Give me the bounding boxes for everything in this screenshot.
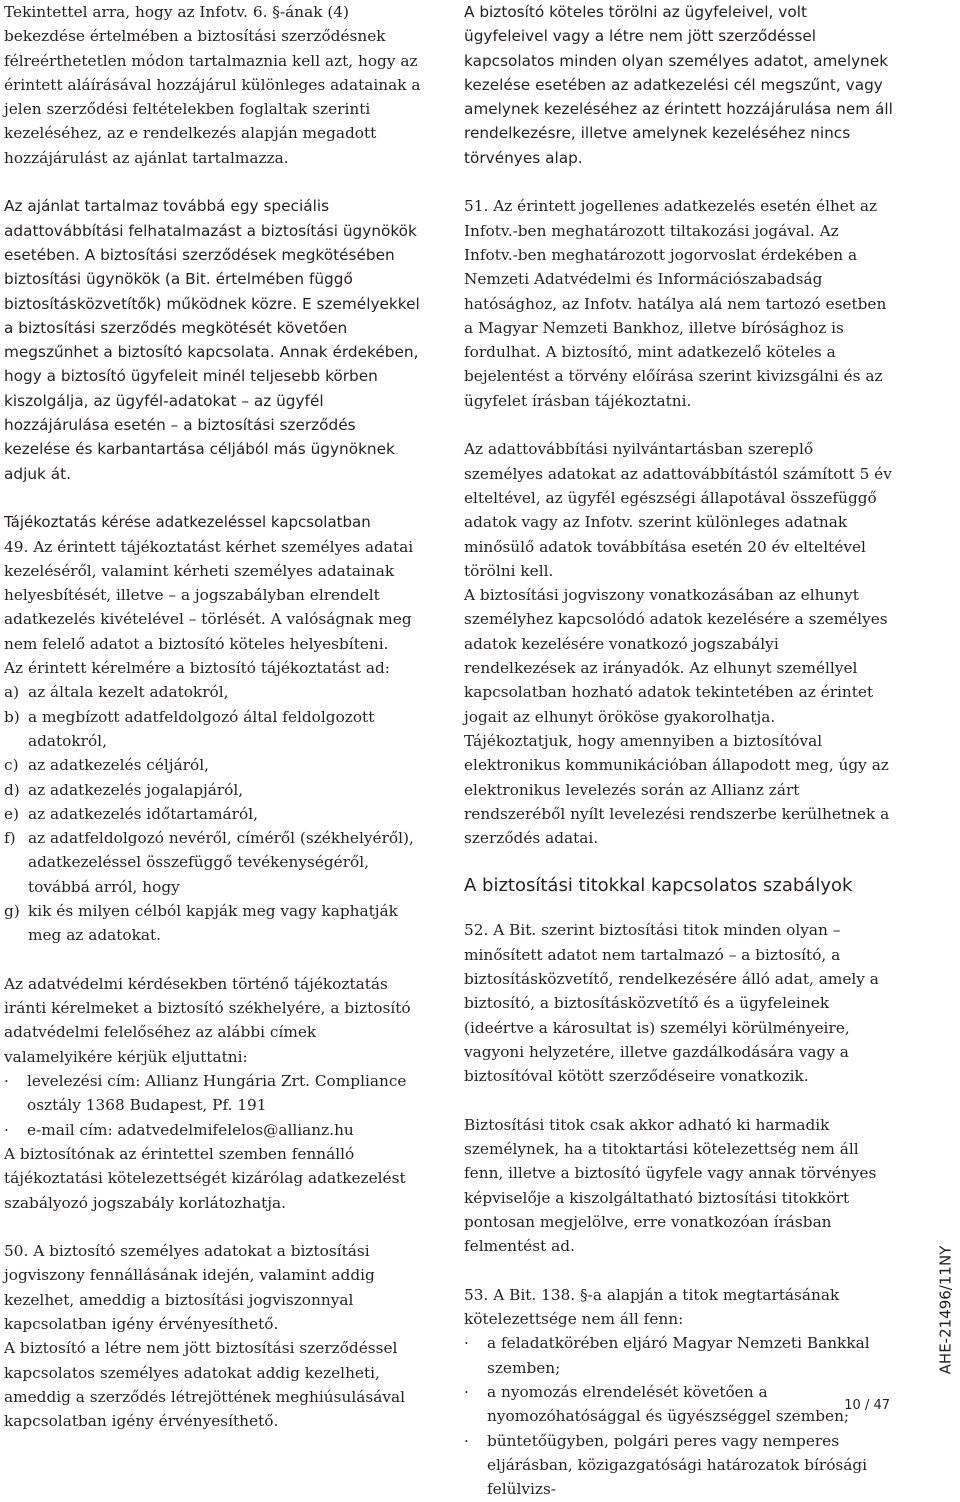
bullet-text: levelezési cím: Allianz Hungária Zrt. Compliance osztály 1368 Budapest, Pf. 191 [27, 1072, 407, 1115]
exception-list [464, 1331, 894, 1501]
paragraph: Biztosítási titok csak akkor adható ki harmadik személynek, ha a titoktartási kötelezettség nem áll fenn, illetve a biztosító ügyfele vagy annak törvényes képviselője a kiszolgáltatható biztosítási titokkört pontosan megjelölve, erre vonatkozóan írásban felmentést ad. [464, 1115, 877, 1256]
paragraph: Az érintett kérelmére a biztosító tájékoztatást ad: [4, 659, 390, 678]
list-text: az adatkezelés céljáról, [28, 756, 209, 775]
list-text: az adatfeldolgozó nevéről, címéről (székhelyéről), adatkezeléssel összefüggő tevékenységéről, továbbá arról, hogy [28, 829, 414, 896]
section-heading: Tájékoztatás kérése adatkezeléssel kapcsolatban [4, 513, 371, 532]
list-label: f) [4, 829, 16, 848]
bullet-item [4, 1069, 422, 1118]
request-list [4, 680, 422, 947]
address-list [4, 1069, 422, 1142]
section-heading: A biztosítási titokkal kapcsolatos szabályok [464, 875, 853, 897]
paragraph: 51. Az érintett jogellenes adatkezelés esetén élhet az Infotv.-ben meghatározott tiltakozási jogával. Az Infotv.-ben meghatározott jogorvoslat érdekében a Nemzeti Adatvédelmi és Információszabadság hatósághoz, az Infotv. hatálya alá nem tartozó esetben a Magyar Nemzeti Bankhoz, illetve bírósághoz is fordulhat. A biztosító, mint adatkezelő köteles a bejelentést a törvény előírása szerint kivizsgálni és az ügyfelet írásban tájékoztatni. [464, 197, 887, 410]
list-label: g) [4, 901, 20, 920]
list-text: az adatkezelés időtartamáról, [28, 804, 258, 823]
bullet-text: a nyomozás elrendelését követően a nyomozóhatósággal és ügyészséggel szemben; [487, 1383, 850, 1426]
right-column [464, 0, 894, 1502]
list-label: a) [4, 683, 20, 702]
paragraph: A biztosítási jogviszony vonatkozásában az elhunyt személyhez kapcsolódó adatok kezelésére a személyes adatok kezelésére vonatkozó jogszabályi rendelkezések az irányadók. Az elhunyt személlyel kapcsolatban hozható adatok tekintetében az érintet jogait az elhunyt örököse gyakorolhatja. [464, 586, 888, 726]
paragraph: Tekintettel arra, hogy az Infotv. 6. §-ának (4) bekezdése értelmében a biztosítási szerződésnek félreérthetetlen módon tartalmaznia kell azt, hogy az érintett aláírásával hozzájárul különleges adatainak a jelen szerződési feltételekben foglaltak szerinti kezeléséhez, az e rendelkezés alapján megadott hozzájárulást az ajánlat tartalmazza. [4, 3, 421, 167]
bullet-icon: · [464, 1334, 469, 1353]
paragraph: 49. Az érintett tájékoztatást kérhet személyes adatai kezeléséről, valamint kérheti személyes adatainak helyesbítését, illetve – a jogszabályban elrendelt adatkezelés kivételével – törlését. A valóságnak meg nem felelő adatot a biztosító köteles helyesbíteni. [4, 537, 414, 653]
bullet-item [4, 1118, 422, 1142]
list-item [4, 680, 422, 704]
paragraph: Az ajánlat tartalmaz továbbá egy speciális adattovábbítási felhatalmazást a biztosítási ügynökök esetében. A biztosítási szerződések megkötésében biztosítási ügynökök (a Bit. értelmében függő biztosításközvetítők) működnek közre. E személyekkel a biztosítási szerződés megkötését követően megszűnhet a biztosító kapcsolata. Annak érdekében, hogy a biztosító ügyfeleit minél teljesebb körben kiszolgálja, az ügyfél-adatokat – az ügyfél hozzájárulása esetén – a biztosítási szerződés kezelése és karbantartása céljából más ügynöknek adjuk át. [4, 197, 420, 483]
paragraph: A biztosító a létre nem jött biztosítási szerződéssel kapcsolatos személyes adatokat addig kezelheti, ameddig a szerződés létrejöttének meghiúsulásával kapcsolatban igény érvényesíthető. [4, 1339, 405, 1431]
list-label: c) [4, 756, 19, 775]
bullet-icon: · [464, 1383, 469, 1402]
bullet-item [464, 1429, 894, 1502]
list-label: b) [4, 707, 20, 726]
paragraph: Az adattovábbítási nyilvántartásban szereplő személyes adatokat az adattovábbítástól számított 5 év elteltével, az ügyfél egészségi állapotával összefüggő adatok vagy az Infotv. szerint különleges adatnak minősülő adatok továbbítása esetén 20 év elteltével törölni kell. [464, 440, 892, 580]
paragraph: Az adatvédelmi kérdésekben történő tájékoztatás iránti kérelmeket a biztosító székhelyére, a biztosító adatvédelmi felelőséhez az alábbi címek valamelyikére kérjük eljuttatni: [4, 974, 411, 1066]
bullet-item [464, 1331, 894, 1380]
list-text: kik és milyen célból kapják meg vagy kaphatják meg az adatokat. [28, 901, 398, 945]
paragraph: 53. A Bit. 138. §-a alapján a titok megtartásának kötelezettsége nem áll fenn: [464, 1285, 840, 1329]
list-label: e) [4, 804, 20, 823]
bullet-text: a feladatkörében eljáró Magyar Nemzeti Bankkal szemben; [487, 1334, 870, 1377]
document-id-text: AHE-21496/11NY [936, 1245, 955, 1375]
paragraph: A biztosítónak az érintettel szemben fennálló tájékoztatási kötelezettségét kizárólag adatkezelést szabályozó jogszabály korlátozhatja. [4, 1144, 406, 1212]
bullet-item [464, 1380, 894, 1429]
list-item [4, 826, 422, 899]
document-id [925, 1240, 960, 1380]
paragraph: 50. A biztosító személyes adatokat a biztosítási jogviszony fennállásának idején, valamint addig kezelhet, ameddig a biztosítási jogviszonnyal kapcsolatban igény érvényesíthető. [4, 1242, 375, 1334]
left-column [4, 0, 422, 1434]
bullet-icon: · [464, 1431, 469, 1450]
bullet-text: büntetőügyben, polgári peres vagy nemperes eljárásban, közigazgatósági határozatok bírósági felülvizs- [487, 1431, 868, 1499]
list-text: a megbízott adatfeldolgozó által feldolgozott adatokról, [28, 707, 375, 750]
paragraph: Tájékoztatjuk, hogy amennyiben a biztosítóval elektronikus kommunikációban állapodott meg, úgy az elektronikus levelezés során az Allianz zárt rendszeréből nyílt levelezési rendszerbe kerülhetnek a szerződés adatai. [464, 731, 890, 848]
list-item [4, 899, 422, 948]
list-text: az adatkezelés jogalapjáról, [28, 780, 244, 799]
paragraph: 52. A Bit. szerint biztosítási titok minden olyan – minősített adatot nem tartalmazó – a biztosító, a biztosításközvetítő, rendelkezésére álló adat, amely a biztosító, a biztosításközvetítő és a ügyfeleinek (ideértve a károsultat is) személyi körülményeire, vagyoni helyzetére, illetve gazdálkodására vagy a biztosítóval kötött szerződéseire vonatkozik. [464, 921, 879, 1086]
list-item [4, 753, 422, 777]
list-label: d) [4, 780, 20, 799]
list-item [4, 778, 422, 802]
list-item [4, 802, 422, 826]
bullet-icon: · [4, 1072, 9, 1091]
bullet-text: e-mail cím: adatvedelmifelelos@allianz.hu [27, 1120, 354, 1139]
bullet-icon: · [4, 1120, 9, 1139]
paragraph: A biztosító köteles törölni az ügyfeleivel, volt ügyfeleivel vagy a létre nem jött szerződéssel kapcsolatos minden olyan személyes adatot, amelynek kezelése esetében az adatkezelési cél megszűnt, vagy amelynek kezeléséhez az érintett hozzájárulása nem áll rendelkezésre, illetve amelynek kezeléséhez nincs törvényes alap. [464, 3, 893, 167]
list-item [4, 705, 422, 754]
page-number: 10 / 47 [844, 1398, 890, 1413]
list-text: az általa kezelt adatokról, [28, 683, 229, 702]
